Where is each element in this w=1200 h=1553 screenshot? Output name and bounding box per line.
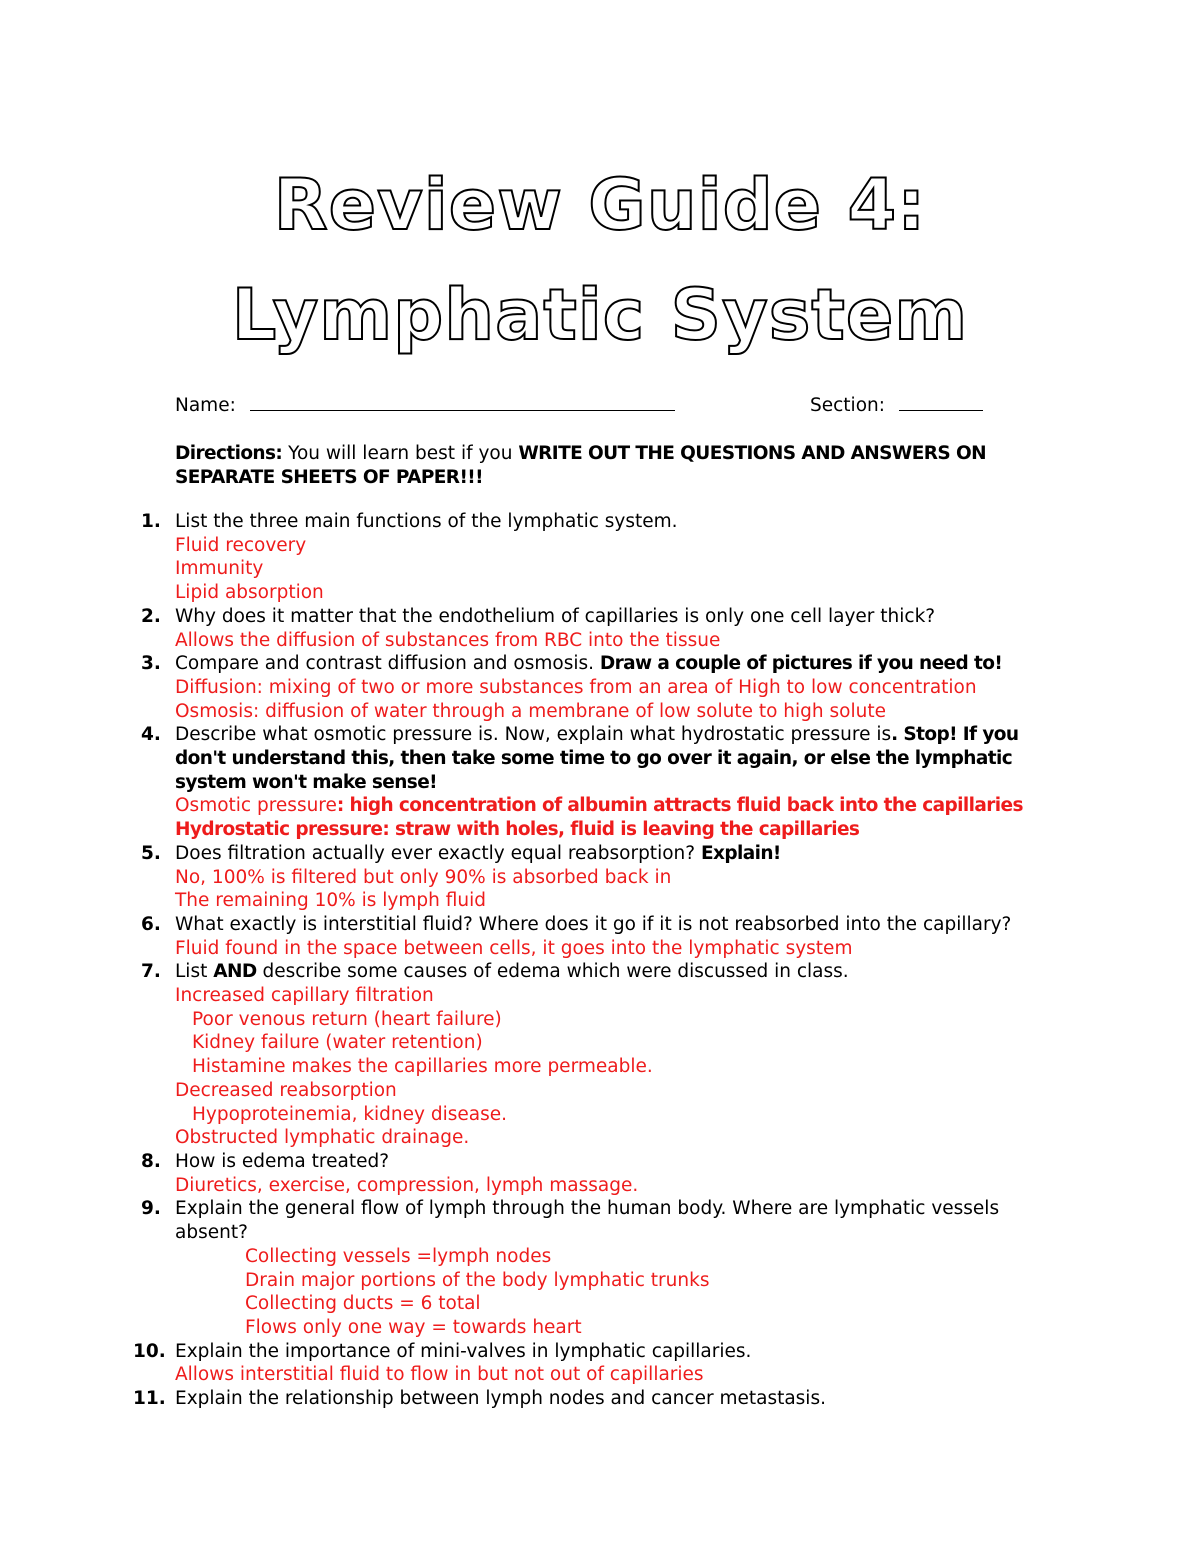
answer-line: Obstructed lymphatic drainage. xyxy=(175,1127,470,1149)
answer-plain: Osmotic pressure xyxy=(175,795,337,817)
question-text xyxy=(175,842,1045,866)
question-text xyxy=(175,723,1045,794)
question-text-plain: List xyxy=(175,961,214,983)
answer-line-indented: Poor venous return (heart failure) xyxy=(192,1008,502,1030)
directions-text: You will learn best if you xyxy=(282,443,519,464)
question-3 xyxy=(0,652,1200,723)
answer-line-indented: Drain major portions of the body lymphatic trunks xyxy=(245,1269,710,1291)
question-list xyxy=(0,510,1200,1411)
question-number: 4. xyxy=(141,724,161,746)
answer-line xyxy=(175,794,1200,818)
answer-line-indented: Hypoproteinemia, kidney disease. xyxy=(192,1103,507,1125)
question-text: Why does it matter that the endothelium of capillaries is only one cell layer thick? xyxy=(175,605,936,627)
section-label: Section: xyxy=(810,395,885,416)
question-number: 1. xyxy=(141,511,161,532)
answer-line: Fluid found in the space between cells, it goes into the lymphatic system xyxy=(175,937,853,959)
question-text: List the three main functions of the lymphatic system. xyxy=(175,511,678,532)
answer-line: Allows interstitial fluid to flow in but not out of capillaries xyxy=(175,1364,704,1386)
answer-line: No, 100% is filtered but only 90% is absorbed back in xyxy=(175,866,672,888)
page-title-line-2: Lymphatic System xyxy=(231,274,969,356)
question-text xyxy=(175,960,1045,984)
question-7 xyxy=(0,960,1200,1150)
directions xyxy=(175,442,1045,490)
question-number: 5. xyxy=(141,842,161,864)
answer-line-indented: Flows only one way = towards heart xyxy=(245,1316,582,1338)
question-number: 8. xyxy=(141,1150,161,1172)
answer-line: Increased capillary filtration xyxy=(175,985,434,1007)
question-number: 9. xyxy=(141,1198,161,1220)
question-number: 6. xyxy=(141,913,161,935)
question-number: 11. xyxy=(133,1388,166,1410)
answer-line: Allows the diffusion of substances from RBC into the tissue xyxy=(175,629,721,651)
answer-line-indented: Histamine makes the capillaries more permeable. xyxy=(192,1056,653,1078)
answer-line: Immunity xyxy=(175,558,264,580)
question-text: What exactly is interstitial fluid? Where does it go if it is not reabsorbed into the capillary? xyxy=(175,913,1012,935)
answer-line: Diuretics, exercise, compression, lymph massage. xyxy=(175,1174,639,1196)
question-2 xyxy=(0,605,1200,652)
name-field[interactable] xyxy=(175,394,675,416)
section-blank-line[interactable] xyxy=(899,394,983,411)
question-text-bold: . Stop! If you don't understand this, then take some time to go over it again, or else the lymphatic system won't make sense! xyxy=(175,724,1019,793)
question-text: Explain the general flow of lymph through the human body. Where are lymphatic vessels absent? xyxy=(175,1198,1000,1244)
answer-line-indented: Kidney failure (water retention) xyxy=(192,1032,483,1054)
name-label: Name: xyxy=(175,395,236,416)
answer-line: Fluid recovery xyxy=(175,534,307,556)
question-text: Explain the importance of mini-valves in lymphatic capillaries. xyxy=(175,1340,752,1362)
question-4 xyxy=(0,723,1200,842)
question-text-plain: Does filtration actually ever exactly equal reabsorption? xyxy=(175,842,701,864)
question-11 xyxy=(0,1387,1200,1411)
question-text-bold: AND xyxy=(213,961,257,983)
answer-line-indented: Collecting ducts = 6 total xyxy=(245,1293,481,1315)
question-text-plain: Describe what osmotic pressure is. Now, explain what hydrostatic pressure is xyxy=(175,724,892,746)
answer-line: Diffusion: mixing of two or more substances from an area of High to low concentration xyxy=(175,676,977,698)
answer-line: Osmosis: diffusion of water through a membrane of low solute to high solute xyxy=(175,700,886,722)
question-text-plain: describe some causes of edema which were discussed in class. xyxy=(256,961,849,983)
question-number: 7. xyxy=(141,961,161,983)
question-text-bold: Draw a couple of pictures if you need to! xyxy=(599,653,1003,675)
page-title-line-1: Review Guide 4: xyxy=(273,164,927,246)
question-5 xyxy=(0,842,1200,913)
question-number: 3. xyxy=(141,653,161,675)
question-8 xyxy=(0,1150,1200,1197)
directions-label: Directions: xyxy=(175,443,283,464)
question-text xyxy=(175,652,1045,676)
question-1 xyxy=(0,510,1200,605)
answer-bold: : high concentration of albumin attracts fluid back into the capillaries xyxy=(336,795,1023,817)
answer-line: Lipid absorption xyxy=(175,582,324,604)
answer-line: Hydrostatic pressure: straw with holes, fluid is leaving the capillaries xyxy=(175,819,860,841)
question-text-bold: Explain! xyxy=(700,842,781,864)
question-number: 10. xyxy=(133,1340,166,1362)
question-number: 2. xyxy=(141,605,161,627)
directions-emphasis: WRITE OUT THE QUESTIONS AND ANSWERS ON SEPARATE SHEETS OF PAPER!!! xyxy=(175,443,986,488)
question-text: Explain the relationship between lymph nodes and cancer metastasis. xyxy=(175,1388,826,1410)
question-text-plain: Compare and contrast diffusion and osmosis. xyxy=(175,653,600,675)
question-text: How is edema treated? xyxy=(175,1150,390,1172)
answer-line: Decreased reabsorption xyxy=(175,1079,397,1101)
section-field[interactable] xyxy=(810,394,983,416)
question-6 xyxy=(0,913,1200,960)
question-10 xyxy=(0,1340,1200,1387)
answer-line-indented: Collecting vessels =lymph nodes xyxy=(245,1245,552,1267)
answer-line: The remaining 10% is lymph fluid xyxy=(175,890,486,912)
question-9 xyxy=(0,1197,1200,1339)
name-blank-line[interactable] xyxy=(250,394,675,411)
